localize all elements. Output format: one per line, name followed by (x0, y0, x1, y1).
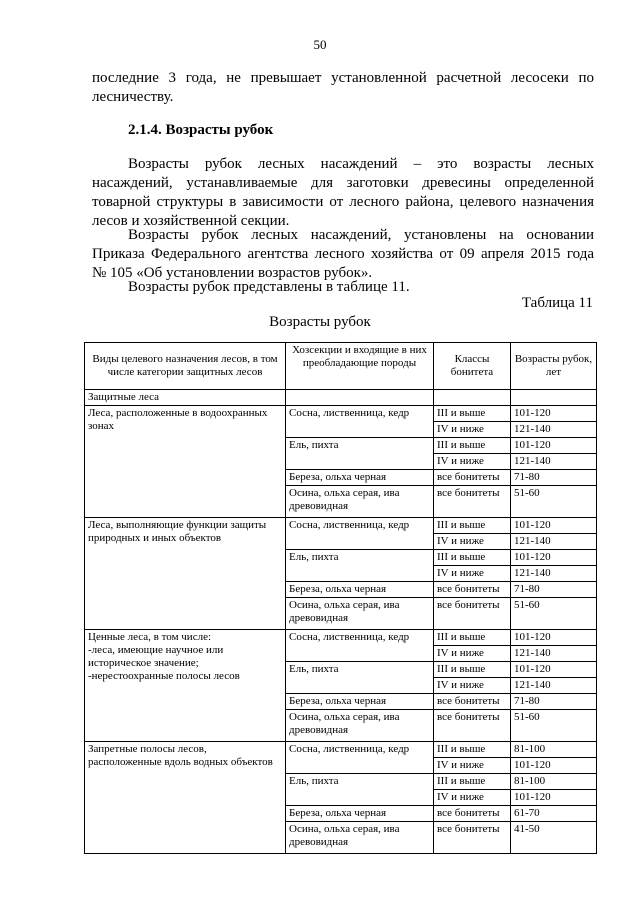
paragraph-intro (92, 69, 594, 107)
age-cell: 101-120 (511, 630, 597, 646)
class-cell: все бонитеты (434, 486, 511, 518)
class-cell: IV и ниже (434, 534, 511, 550)
age-cell: 71-80 (511, 470, 597, 486)
paragraph-table-ref: Возрасты рубок представлены в таблице 11. (128, 279, 410, 295)
paragraph-line: Возрасты рубок лесных насаждений – это возрасты лесных (128, 156, 594, 172)
table-row (85, 518, 597, 534)
class-cell: III и выше (434, 662, 511, 678)
age-cell: 101-120 (511, 758, 597, 774)
species-cell: Осина, ольха серая, ива древовидная (286, 710, 434, 742)
class-cell: III и выше (434, 438, 511, 454)
species-cell: Береза, ольха черная (286, 694, 434, 710)
header-species: Хозсекции и входящие в них преобладающие породы (286, 343, 434, 390)
class-cell: III и выше (434, 518, 511, 534)
species-cell: Сосна, лиственница, кедр (286, 406, 434, 438)
class-cell: III и выше (434, 630, 511, 646)
age-cell: 61-70 (511, 806, 597, 822)
paragraph-line: № 105 «Об установлении возрастов рубок». (92, 265, 373, 281)
header-forest-purpose: Виды целевого назначения лесов, в том числе категории защитных лесов (85, 343, 286, 390)
class-cell: все бонитеты (434, 822, 511, 854)
class-cell: все бонитеты (434, 470, 511, 486)
class-cell: все бонитеты (434, 710, 511, 742)
section-heading: 2.1.4. Возрасты рубок (128, 122, 274, 138)
empty-cell (511, 390, 597, 406)
class-cell: III и выше (434, 742, 511, 758)
class-cell: III и выше (434, 406, 511, 422)
age-cell: 121-140 (511, 422, 597, 438)
table-title: Возрасты рубок (269, 314, 371, 330)
species-cell: Ель, пихта (286, 774, 434, 806)
species-cell: Осина, ольха серая, ива древовидная (286, 822, 434, 854)
age-cell: 101-120 (511, 438, 597, 454)
paragraph-line: лесов и хозяйственной секции. (92, 213, 290, 229)
age-cell: 121-140 (511, 678, 597, 694)
class-cell: IV и ниже (434, 790, 511, 806)
paragraph-line: насаждений, устанавливаемые для заготовки древесины определенной (92, 175, 594, 191)
class-cell: все бонитеты (434, 582, 511, 598)
age-cell: 121-140 (511, 534, 597, 550)
species-cell: Ель, пихта (286, 662, 434, 694)
species-cell: Осина, ольха серая, ива древовидная (286, 486, 434, 518)
species-cell: Сосна, лиственница, кедр (286, 742, 434, 774)
table-row (85, 742, 597, 758)
forest-purpose-cell: Ценные леса, в том числе: -леса, имеющие научное или историческое значение; -нерестоохранные полосы лесов (85, 630, 286, 742)
forest-purpose-cell: Леса, выполняющие функции защиты природных и иных объектов (85, 518, 286, 630)
class-cell: все бонитеты (434, 806, 511, 822)
class-cell: IV и ниже (434, 758, 511, 774)
species-cell: Сосна, лиственница, кедр (286, 518, 434, 550)
class-cell: IV и ниже (434, 678, 511, 694)
paragraph-definition (92, 155, 594, 231)
age-cell: 71-80 (511, 582, 597, 598)
paragraph-line: товарной структуры в зависимости от лесного района, целевого назначения (92, 194, 594, 210)
age-cell: 51-60 (511, 486, 597, 518)
header-cutting-age: Возрасты рубок, лет (511, 343, 597, 390)
paragraph-order (92, 226, 594, 283)
age-cell: 101-120 (511, 662, 597, 678)
species-cell: Ель, пихта (286, 438, 434, 470)
class-cell: IV и ниже (434, 646, 511, 662)
paragraph-line: Возрасты рубок лесных насаждений, установлены на основании (128, 227, 594, 243)
class-cell: IV и ниже (434, 422, 511, 438)
class-cell: IV и ниже (434, 454, 511, 470)
age-cell: 121-140 (511, 646, 597, 662)
age-cell: 101-120 (511, 518, 597, 534)
class-cell: все бонитеты (434, 598, 511, 630)
age-cell: 41-50 (511, 822, 597, 854)
species-cell: Береза, ольха черная (286, 582, 434, 598)
species-cell: Сосна, лиственница, кедр (286, 630, 434, 662)
age-cell: 101-120 (511, 406, 597, 422)
page-number: 50 (313, 37, 327, 52)
table-header-row (85, 343, 597, 390)
species-cell: Береза, ольха черная (286, 806, 434, 822)
paragraph-line: лесничеству. (92, 89, 174, 105)
empty-cell (434, 390, 511, 406)
age-cell: 81-100 (511, 774, 597, 790)
class-cell: IV и ниже (434, 566, 511, 582)
class-cell: все бонитеты (434, 694, 511, 710)
age-cell: 81-100 (511, 742, 597, 758)
table-row (85, 630, 597, 646)
age-cell: 51-60 (511, 598, 597, 630)
empty-cell (286, 390, 434, 406)
table-row (85, 390, 597, 406)
table-label: Таблица 11 (521, 295, 593, 311)
age-cell: 121-140 (511, 566, 597, 582)
age-cell: 51-60 (511, 710, 597, 742)
section-title-cell: Защитные леса (85, 390, 286, 406)
species-cell: Ель, пихта (286, 550, 434, 582)
species-cell: Осина, ольха серая, ива древовидная (286, 598, 434, 630)
age-cell: 71-80 (511, 694, 597, 710)
paragraph-line: Приказа Федерального агентства лесного хозяйства от 09 апреля 2015 года (92, 246, 594, 262)
age-cell: 101-120 (511, 550, 597, 566)
class-cell: III и выше (434, 550, 511, 566)
age-cell: 121-140 (511, 454, 597, 470)
class-cell: III и выше (434, 774, 511, 790)
paragraph-line: последние 3 года, не превышает установленной расчетной лесосеки по (92, 70, 594, 86)
species-cell: Береза, ольха черная (286, 470, 434, 486)
table-row (85, 406, 597, 422)
cutting-ages-table (84, 342, 597, 854)
forest-purpose-cell: Запретные полосы лесов, расположенные вдоль водных объектов (85, 742, 286, 854)
forest-purpose-cell: Леса, расположенные в водоохранных зонах (85, 406, 286, 518)
header-site-class: Классы бонитета (434, 343, 511, 390)
age-cell: 101-120 (511, 790, 597, 806)
